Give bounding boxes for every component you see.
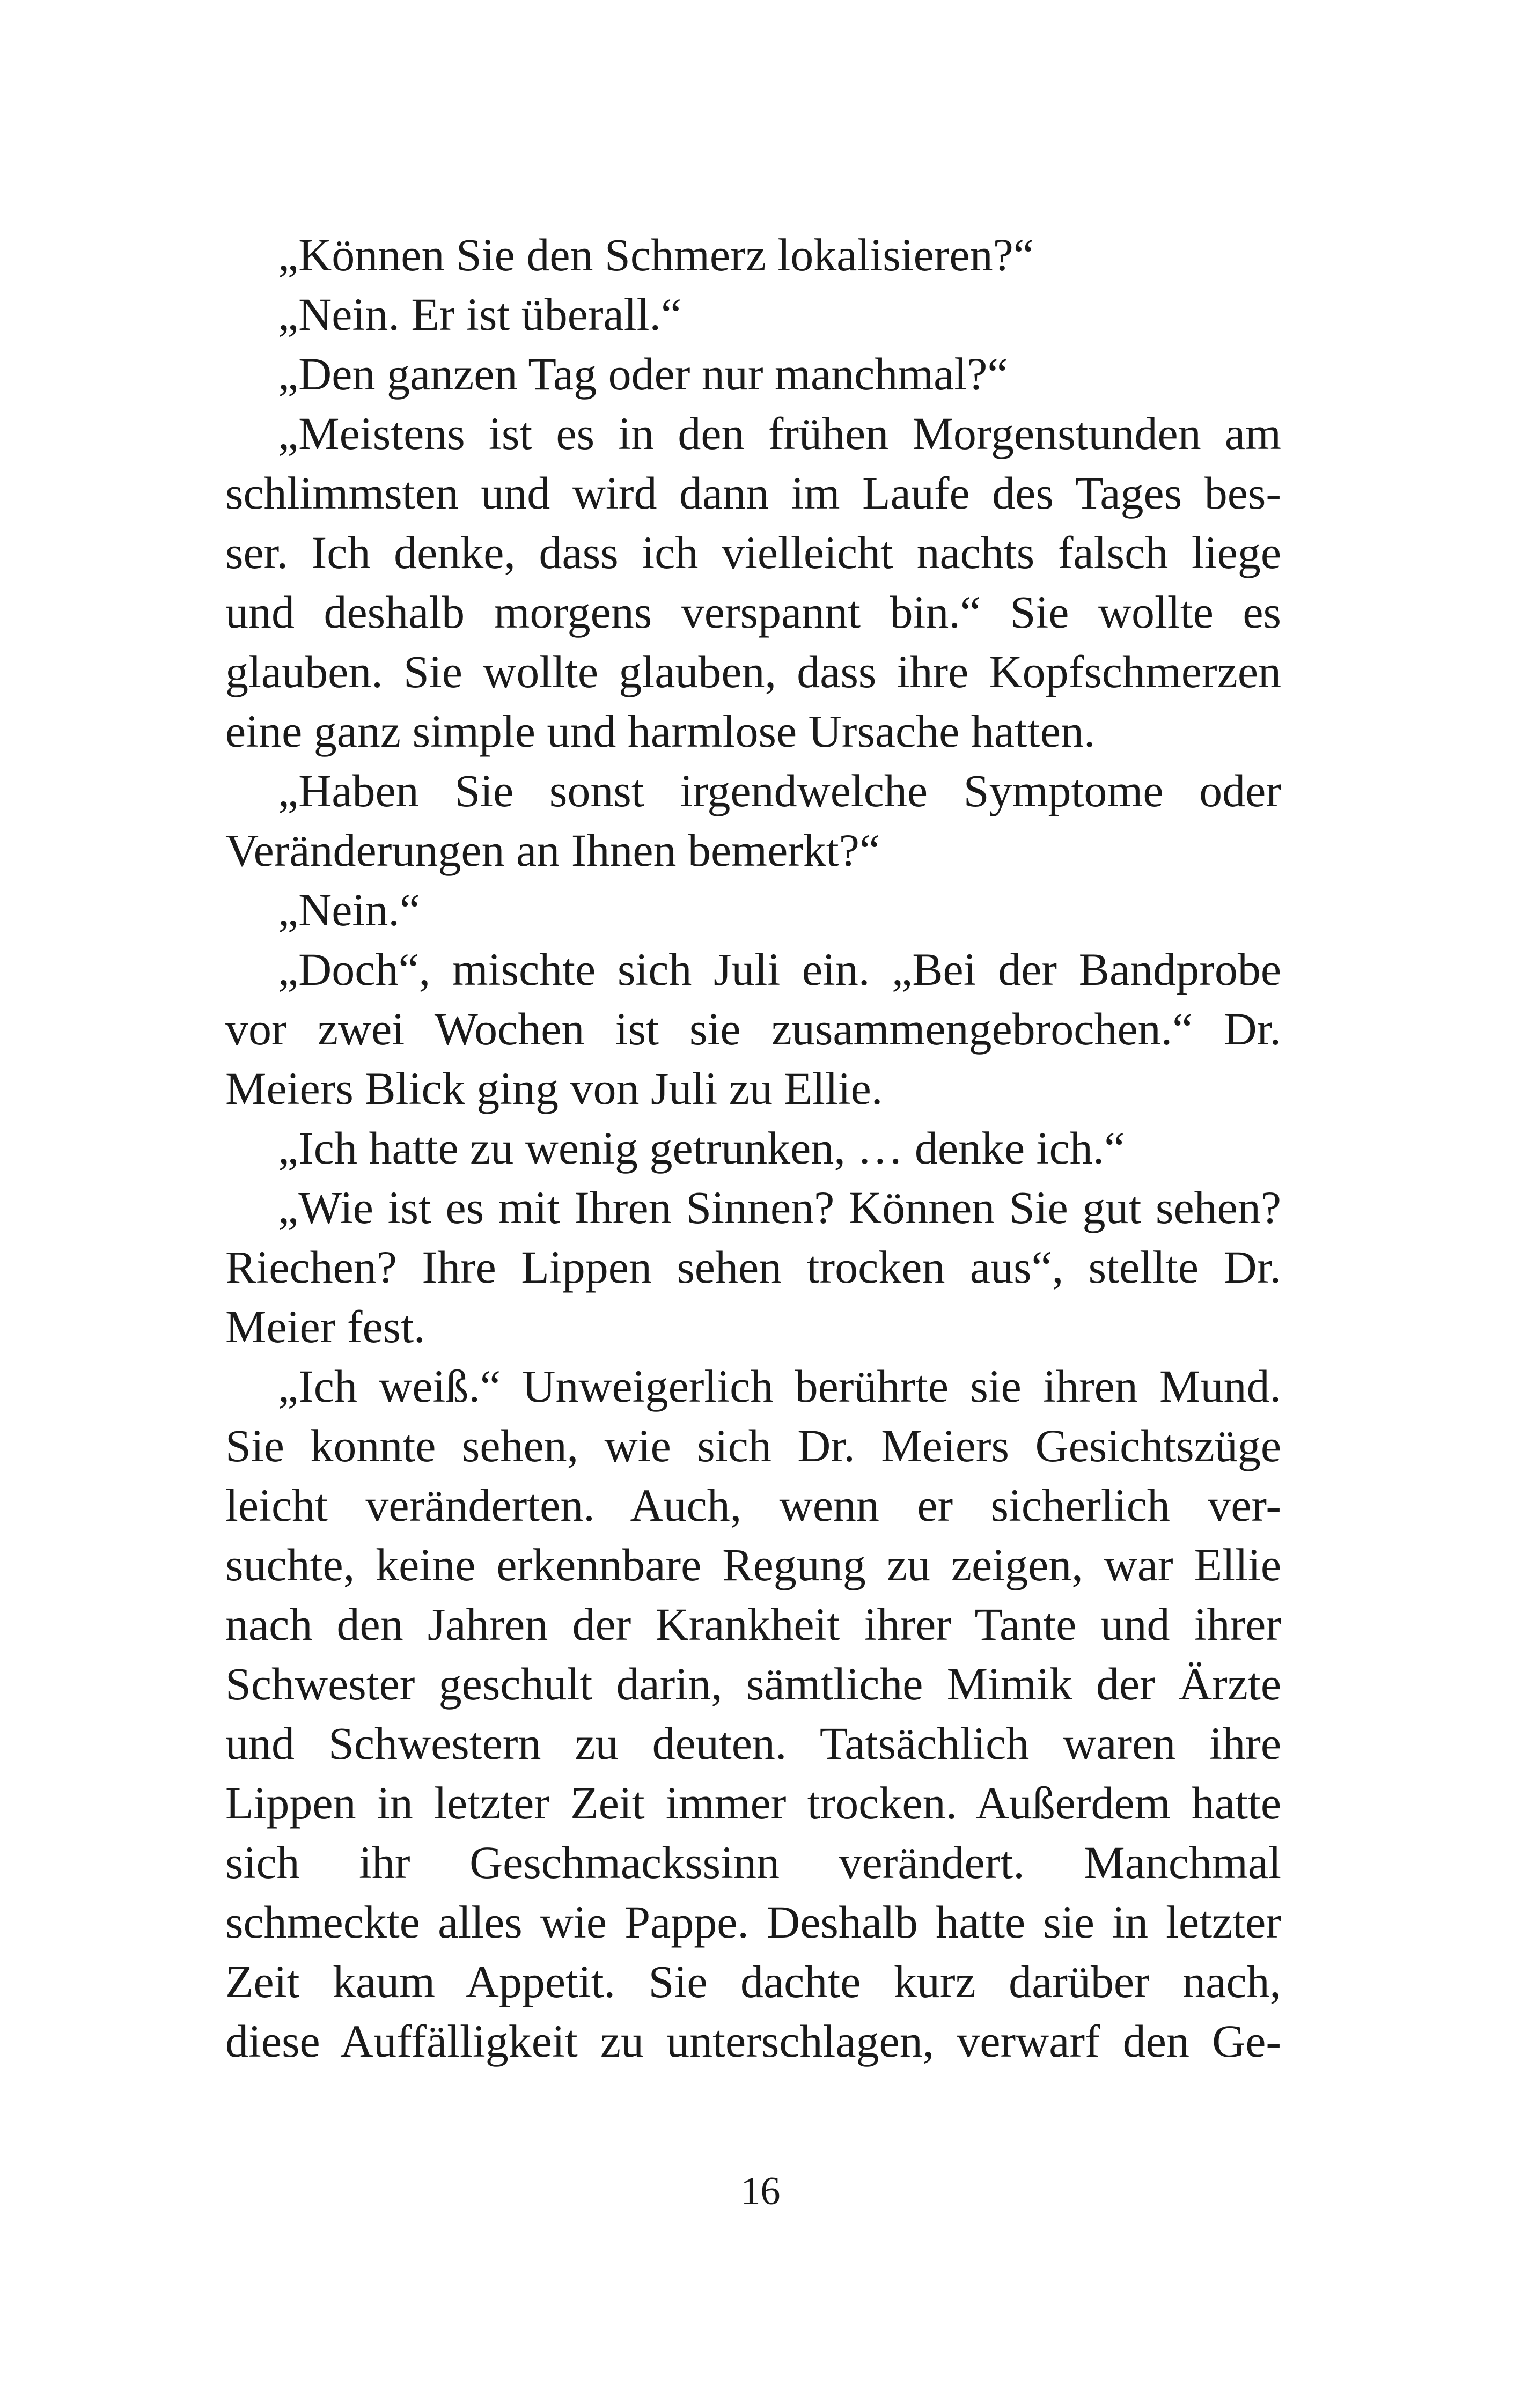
text-line: und Schwestern zu deuten. Tatsächlich waren ihre <box>225 1718 1281 1769</box>
text-line: Veränderungen an Ihnen bemerkt?“ <box>225 824 880 876</box>
text-line: „Den ganzen Tag oder nur manchmal?“ <box>278 348 1008 400</box>
text-line: leicht veränderten. Auch, wenn er sicherlich ver- <box>225 1479 1281 1531</box>
text-line: und deshalb morgens verspannt bin.“ Sie wollte es <box>225 586 1281 638</box>
page-number: 16 <box>740 2169 781 2213</box>
text-line: nach den Jahren der Krankheit ihrer Tante und ihrer <box>225 1599 1281 1650</box>
text-line: Meier fest. <box>225 1301 425 1352</box>
text-line: Meiers Blick ging von Juli zu Ellie. <box>225 1063 883 1114</box>
text-line: schlimmsten und wird dann im Laufe des Tages bes- <box>225 467 1281 519</box>
text-line: diese Auffälligkeit zu unterschlagen, verwarf den Ge- <box>225 2015 1281 2067</box>
text-line: „Ich weiß.“ Unweigerlich berührte sie ihren Mund. <box>278 1360 1281 1412</box>
body-text <box>225 225 1281 2071</box>
text-line: sich ihr Geschmackssinn verändert. Manchmal <box>225 1837 1281 1888</box>
text-line: vor zwei Wochen ist sie zusammengebrochen.“ Dr. <box>225 1003 1281 1055</box>
text-line: „Ich hatte zu wenig getrunken, … denke ich.“ <box>278 1122 1125 1174</box>
text-line: schmeckte alles wie Pappe. Deshalb hatte sie in letzter <box>225 1896 1281 1948</box>
text-line: „Wie ist es mit Ihren Sinnen? Können Sie gut sehen? <box>278 1182 1281 1233</box>
text-line: Schwester geschult darin, sämtliche Mimik der Ärzte <box>225 1658 1281 1710</box>
text-line: Zeit kaum Appetit. Sie dachte kurz darüber nach, <box>225 1956 1281 2007</box>
text-line: eine ganz simple und harmlose Ursache hatten. <box>225 705 1096 757</box>
text-line: „Nein.“ <box>278 884 421 936</box>
text-line: Sie konnte sehen, wie sich Dr. Meiers Gesichtszüge <box>225 1420 1281 1471</box>
text-line: „Doch“, mischte sich Juli ein. „Bei der Bandprobe <box>278 944 1281 995</box>
text-line: Lippen in letzter Zeit immer trocken. Außerdem hatte <box>225 1777 1281 1829</box>
text-line: „Haben Sie sonst irgendwelche Symptome oder <box>278 765 1281 816</box>
text-line: ser. Ich denke, dass ich vielleicht nachts falsch liege <box>225 527 1281 578</box>
text-line: glauben. Sie wollte glauben, dass ihre Kopfschmerzen <box>225 646 1281 697</box>
text-line: „Können Sie den Schmerz lokalisieren?“ <box>278 229 1034 281</box>
text-line: suchte, keine erkennbare Regung zu zeigen, war Ellie <box>225 1539 1281 1590</box>
text-line: „Meistens ist es in den frühen Morgenstunden am <box>278 408 1281 459</box>
text-line: „Nein. Er ist überall.“ <box>278 289 682 340</box>
text-line: Riechen? Ihre Lippen sehen trocken aus“, stellte Dr. <box>225 1241 1281 1293</box>
